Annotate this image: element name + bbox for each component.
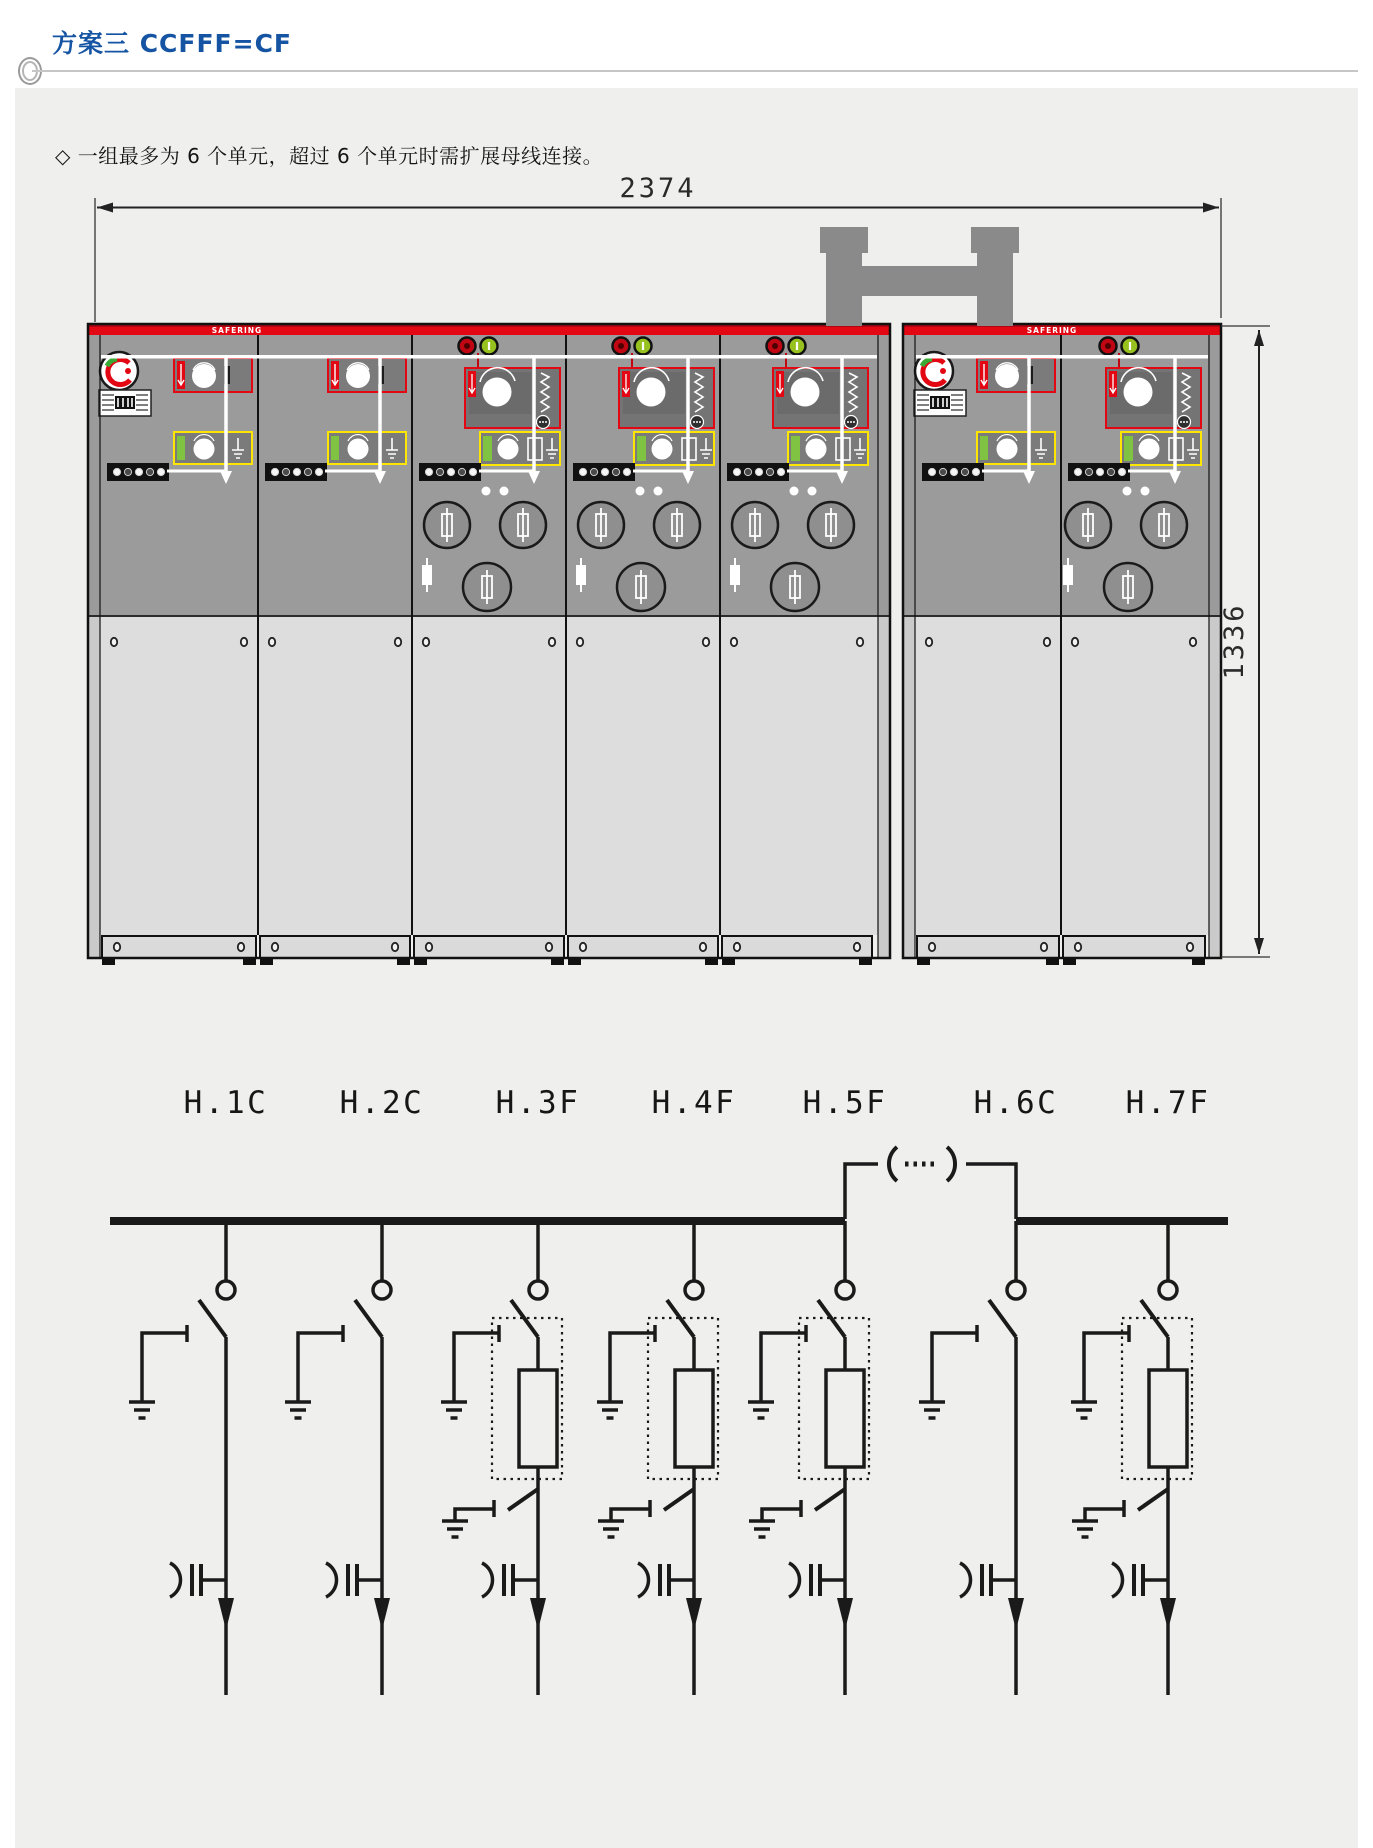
busbar-mimic-line — [101, 355, 877, 359]
busbar-mimic-line — [916, 355, 1208, 359]
fuse-symbol — [1149, 1370, 1187, 1467]
feeder-H.4F — [597, 1085, 736, 1695]
base-frame — [722, 936, 872, 958]
feeder-label: H.2C — [339, 1085, 425, 1121]
busbar-extension-connector — [845, 1147, 1016, 1219]
fuse-symbol — [519, 1370, 557, 1467]
single-line-diagram — [110, 1085, 1228, 1695]
cabinet-block-2 — [903, 324, 1221, 965]
fuse-switch-mechanism-panel — [465, 368, 560, 429]
loadbreak-switch-panel — [174, 358, 252, 392]
feeder-label: H.5F — [802, 1085, 888, 1121]
earthing-switch-panel — [174, 432, 252, 464]
feeder-H.1C — [129, 1085, 268, 1695]
cable-arrow — [218, 1598, 234, 1630]
earthing-switch-panel — [788, 432, 868, 465]
fuse-symbol — [826, 1370, 864, 1467]
earthing-switch-panel — [977, 432, 1055, 464]
fuse-switch-mechanism-panel — [1106, 368, 1201, 429]
cable-arrow — [530, 1598, 546, 1630]
height-dimension-label: 1336 — [1219, 602, 1250, 680]
cabinet-front-view — [88, 227, 1221, 965]
fuse-switch-mechanism-panel — [619, 368, 714, 429]
loadbreak-switch-panel — [328, 358, 406, 392]
earthing-switch-panel — [328, 432, 406, 464]
page-title: 方案三 CCFFF=CF — [52, 29, 293, 58]
feeder-label: H.3F — [495, 1085, 581, 1121]
nameplate-barcode — [99, 390, 151, 416]
width-dimension — [95, 173, 1221, 322]
brand-label: SAFERING — [211, 326, 263, 335]
cable-arrow — [837, 1598, 853, 1630]
cable-arrow — [1008, 1598, 1024, 1630]
base-frame — [414, 936, 564, 958]
cable-arrow — [374, 1598, 390, 1630]
fuse-switch-mechanism-panel — [773, 368, 868, 429]
loadbreak-switch-panel — [977, 358, 1055, 392]
base-frame — [568, 936, 718, 958]
note-text: ◇ 一组最多为 6 个单元，超过 6 个单元时需扩展母线连接。 — [55, 144, 604, 168]
feeder-H.7F — [1071, 1085, 1210, 1695]
earthing-switch-panel — [480, 432, 560, 465]
cabinet-block-1 — [88, 324, 890, 965]
feeder-label: H.1C — [183, 1085, 269, 1121]
busbar-bridge — [820, 227, 1019, 326]
busbar-left — [110, 1217, 845, 1225]
feeder-label: H.7F — [1125, 1085, 1211, 1121]
feeder-H.6C — [919, 1085, 1058, 1695]
earthing-switch-panel — [1121, 432, 1201, 465]
feeder-H.5F — [748, 1085, 887, 1695]
busbar-right — [1016, 1217, 1228, 1225]
width-dimension-label: 2374 — [619, 173, 697, 204]
height-dimension — [1219, 326, 1270, 957]
base-frame — [102, 936, 256, 958]
nameplate-barcode — [914, 390, 966, 416]
cable-arrow — [1160, 1598, 1176, 1630]
base-frame — [917, 936, 1059, 958]
cable-arrow — [686, 1598, 702, 1630]
base-frame — [1063, 936, 1205, 958]
fuse-symbol — [675, 1370, 713, 1467]
feeder-H.2C — [285, 1085, 424, 1695]
base-frame — [260, 936, 410, 958]
feeder-label: H.6C — [973, 1085, 1059, 1121]
brand-label: SAFERING — [1026, 326, 1078, 335]
feeder-label: H.4F — [651, 1085, 737, 1121]
feeder-H.3F — [441, 1085, 580, 1695]
earthing-switch-panel — [634, 432, 714, 465]
